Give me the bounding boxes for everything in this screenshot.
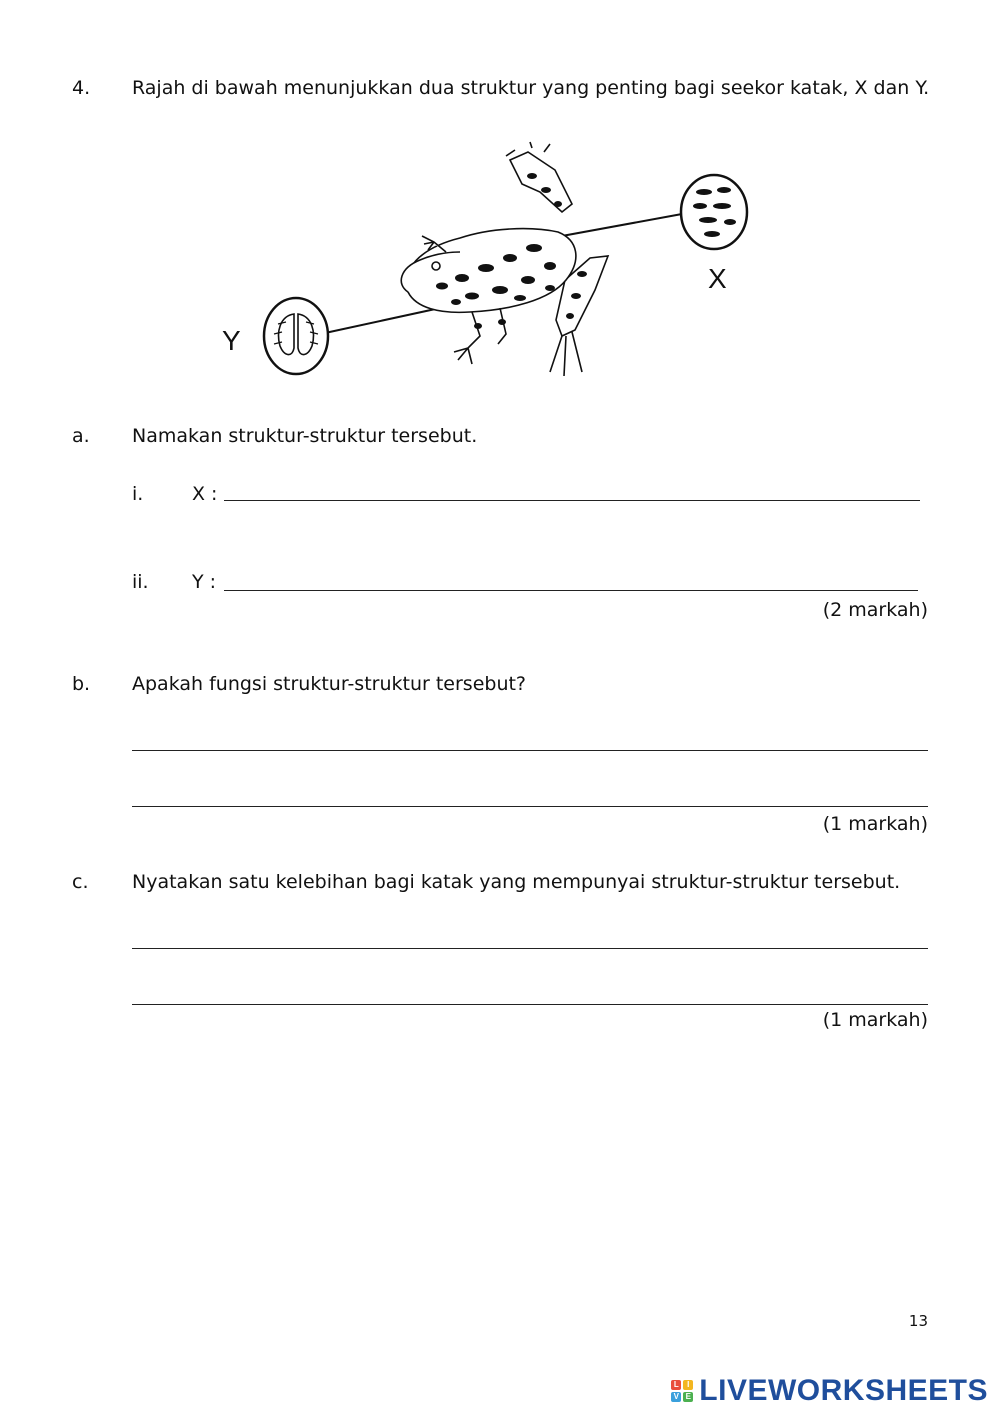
part-b-prompt: Apakah fungsi struktur-struktur tersebut? <box>132 673 527 695</box>
label-y: Y <box>222 325 241 356</box>
part-a-item1-label: X : <box>192 483 218 505</box>
answer-input-b2[interactable] <box>132 782 928 806</box>
part-a-item2-roman: ii. <box>132 571 149 593</box>
frog-diagram <box>210 140 800 390</box>
label-x: X <box>708 263 727 294</box>
part-a-item2-label: Y : <box>192 571 217 593</box>
answer-input-c1[interactable] <box>132 924 928 948</box>
liveworksheets-wordmark: LIVEWORKSHEETS <box>699 1374 988 1407</box>
part-a-letter: a. <box>72 425 90 447</box>
answer-input-b1[interactable] <box>132 726 928 750</box>
frog-illustration <box>401 142 608 376</box>
question-stem: Rajah di bawah menunjukkan dua struktur yang penting bagi seekor katak, X dan Y. <box>132 77 930 99</box>
part-a-item1-roman: i. <box>132 483 144 505</box>
answer-input-y[interactable] <box>224 566 918 590</box>
page-number: 13 <box>908 1312 928 1330</box>
question-number: 4. <box>72 77 91 99</box>
answer-input-c2[interactable] <box>132 980 928 1004</box>
liveworksheets-logo <box>671 1376 988 1406</box>
part-a-marks: (2 markah) <box>822 599 928 621</box>
liveworksheets-logo-icon: L I V E <box>671 1380 693 1402</box>
part-a-prompt: Namakan struktur-struktur tersebut. <box>132 425 478 447</box>
part-c-letter: c. <box>72 871 89 893</box>
part-c-marks: (1 markah) <box>822 1009 928 1031</box>
part-c-prompt: Nyatakan satu kelebihan bagi katak yang mempunyai struktur-struktur tersebut. <box>132 871 901 893</box>
part-b-marks: (1 markah) <box>822 813 928 835</box>
structure-x-oval <box>681 175 747 249</box>
pointer-line-y <box>325 308 440 333</box>
structure-y-oval <box>264 298 328 374</box>
answer-input-x[interactable] <box>224 476 920 500</box>
part-b-letter: b. <box>72 673 91 695</box>
